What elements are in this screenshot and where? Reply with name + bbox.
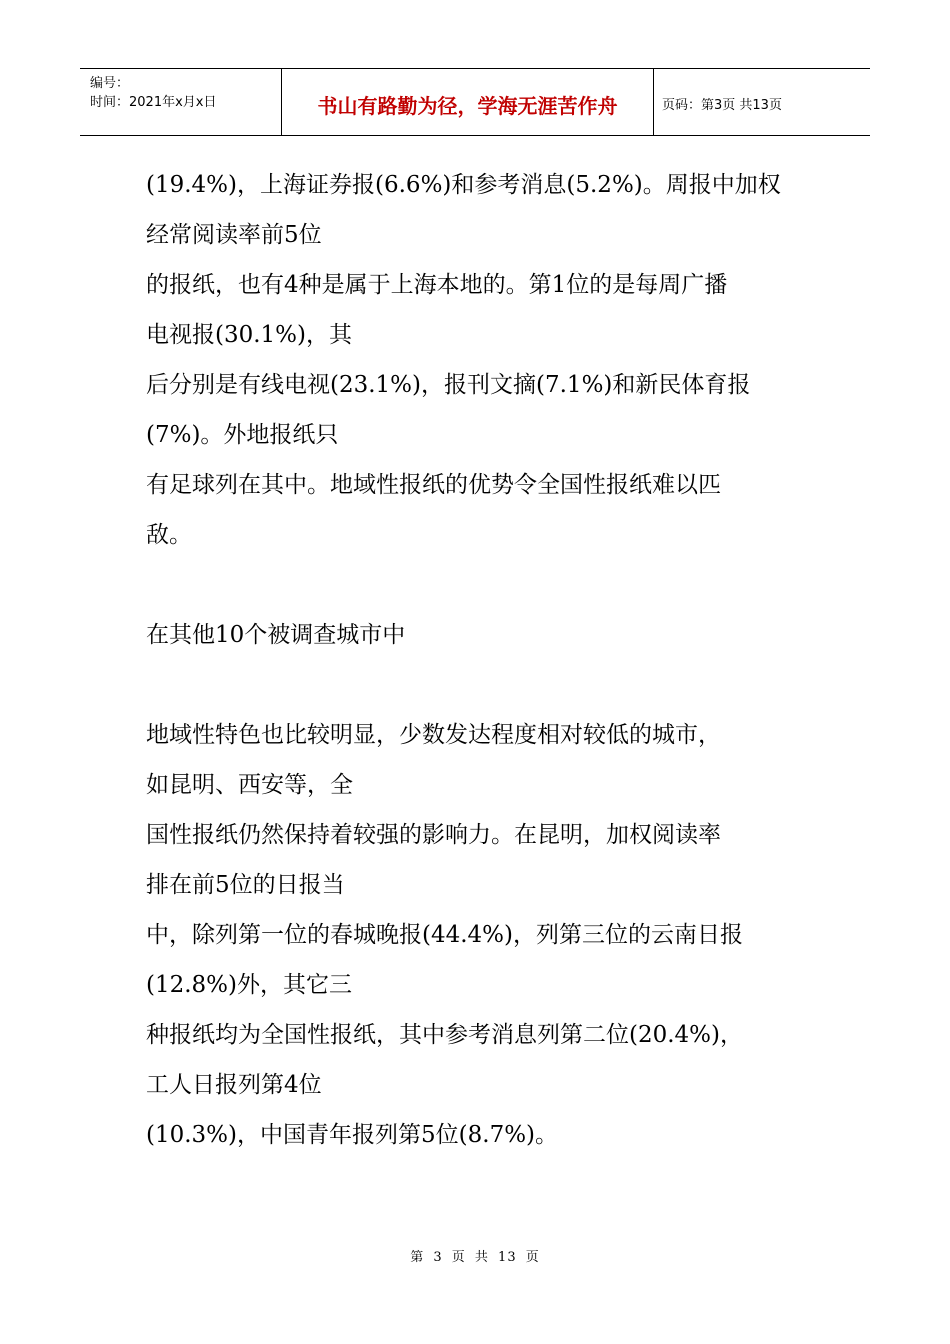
body-line: 电视报(30.1%)，其 <box>146 322 353 348</box>
body-line: (7%)。外地报纸只 <box>146 422 339 448</box>
body-line: 的报纸，也有4种是属于上海本地的。第1位的是每周广播 <box>146 272 728 298</box>
body-line: 敌。 <box>146 522 192 548</box>
body-line: 有足球列在其中。地域性报纸的优势令全国性报纸难以匹 <box>146 472 721 498</box>
body-line: 如昆明、西安等，全 <box>146 772 353 798</box>
body-line <box>146 660 816 710</box>
body-line: 工人日报列第4位 <box>146 1072 322 1098</box>
page-footer <box>0 1246 950 1265</box>
body-line: (10.3%)，中国青年报列第5位(8.7%)。 <box>146 1122 559 1148</box>
body-line: 地域性特色也比较明显，少数发达程度相对较低的城市， <box>146 722 721 748</box>
header-meta <box>80 69 282 135</box>
body-line: 在其他10个被调查城市中 <box>146 622 406 648</box>
body-line: 国性报纸仍然保持着较强的影响力。在昆明，加权阅读率 <box>146 822 721 848</box>
body-line: 经常阅读率前5位 <box>146 222 322 248</box>
body-line: 后分别是有线电视(23.1%)，报刊文摘(7.1%)和新民体育报 <box>146 372 751 398</box>
document-header <box>80 68 870 136</box>
header-motto <box>282 69 654 135</box>
body-line: 排在前5位的日报当 <box>146 872 345 898</box>
body-line <box>146 560 816 610</box>
body-line: 种报纸均为全国性报纸，其中参考消息列第二位(20.4%)， <box>146 1022 744 1048</box>
page-info-text: 页码：第3页 共13页 <box>662 97 782 113</box>
time-label: 时间：2021年x月x日 <box>90 95 217 110</box>
body-line: (19.4%)，上海证券报(6.6%)和参考消息(5.2%)。周报中加权 <box>146 172 781 198</box>
body-line: (12.8%)外，其它三 <box>146 972 353 998</box>
body-line: 中，除列第一位的春城晚报(44.4%)，列第三位的云南日报 <box>146 922 744 948</box>
motto-text: 书山有路勤为径，学海无涯苦作舟 <box>317 93 618 118</box>
footer-page-number: 第 3 页 共 13 页 <box>410 1250 540 1265</box>
header-page-info <box>654 69 870 135</box>
number-label: 编号： <box>90 76 130 91</box>
document-body <box>146 160 816 1160</box>
